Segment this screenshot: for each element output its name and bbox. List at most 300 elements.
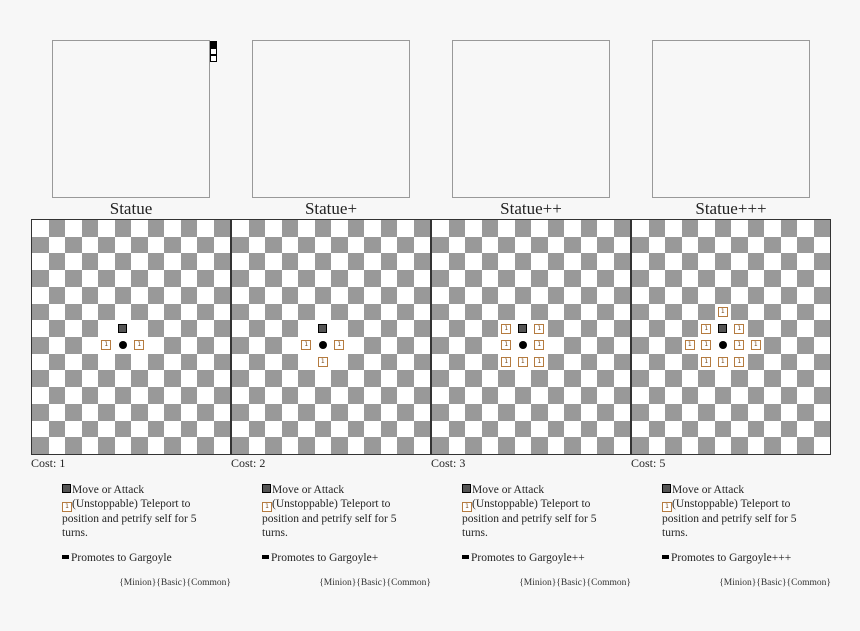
card-description	[662, 483, 812, 540]
board-cell	[614, 370, 631, 387]
board-cell	[632, 437, 649, 454]
card-cost: Cost: 1	[31, 456, 66, 470]
board-cell	[197, 320, 214, 337]
board-cell	[98, 304, 115, 321]
board-cell	[498, 404, 515, 421]
board-cell	[381, 437, 398, 454]
board-cell	[249, 354, 266, 371]
board-cell	[715, 370, 732, 387]
board-cell	[98, 421, 115, 438]
board-cell	[649, 287, 666, 304]
promote-icon	[662, 555, 669, 559]
board-cell	[482, 370, 499, 387]
board-cell	[698, 421, 715, 438]
board-cell	[482, 437, 499, 454]
board-cell	[381, 354, 398, 371]
board-cell	[449, 354, 466, 371]
board-cell	[665, 287, 682, 304]
board-cell	[298, 270, 315, 287]
board-cell	[315, 354, 332, 371]
board-cell	[614, 337, 631, 354]
board-cell	[82, 437, 99, 454]
board-cell	[32, 270, 49, 287]
board-cell	[748, 354, 765, 371]
board-cell	[249, 421, 266, 438]
board-cell	[649, 320, 666, 337]
board-cell	[614, 354, 631, 371]
move-attack-icon	[262, 484, 271, 493]
board-cell	[197, 370, 214, 387]
board-cell	[632, 237, 649, 254]
card[interactable]	[631, 0, 831, 631]
board-cell	[432, 237, 449, 254]
board-cell	[564, 237, 581, 254]
board-cell	[531, 304, 548, 321]
board-cell	[397, 287, 414, 304]
board-cell	[649, 253, 666, 270]
board-cell	[32, 354, 49, 371]
board-cell	[364, 337, 381, 354]
board-cell	[131, 337, 148, 354]
board-cell	[614, 220, 631, 237]
board-cell	[164, 370, 181, 387]
teleport-icon: 1	[662, 502, 672, 512]
board-cell	[548, 354, 565, 371]
board-cell	[197, 237, 214, 254]
board-cell	[181, 387, 198, 404]
board-cell	[298, 404, 315, 421]
board-cell	[197, 404, 214, 421]
board-cell	[197, 304, 214, 321]
board-cell	[465, 354, 482, 371]
board-cell	[482, 404, 499, 421]
board-cell	[414, 337, 431, 354]
board-cell	[65, 237, 82, 254]
board-cell	[282, 370, 299, 387]
teleport-marker: 1	[734, 340, 744, 350]
board-cell	[564, 320, 581, 337]
board-cell	[131, 437, 148, 454]
board-cell	[115, 220, 132, 237]
board-cell	[781, 237, 798, 254]
board-cell	[265, 220, 282, 237]
board-cell	[164, 404, 181, 421]
board-cell	[531, 320, 548, 337]
board-cell	[498, 270, 515, 287]
board-cell	[814, 337, 831, 354]
board-cell	[748, 404, 765, 421]
board-cell	[282, 253, 299, 270]
board-cell	[814, 320, 831, 337]
board-cell	[465, 337, 482, 354]
card-description	[62, 483, 212, 540]
board-cell	[282, 337, 299, 354]
teleport-marker: 1	[534, 357, 544, 367]
board-cell	[748, 387, 765, 404]
board-cell	[632, 354, 649, 371]
view-option-icon[interactable]	[210, 55, 217, 62]
board-cell	[682, 437, 699, 454]
board-cell	[682, 320, 699, 337]
board-cell	[698, 270, 715, 287]
board-cell	[797, 437, 814, 454]
board-cell	[581, 253, 598, 270]
board-cell	[82, 421, 99, 438]
board-cell	[131, 304, 148, 321]
board-cell	[548, 253, 565, 270]
board-cell	[298, 287, 315, 304]
board-cell	[797, 237, 814, 254]
board-cell	[214, 337, 231, 354]
board-cell	[614, 253, 631, 270]
board-cell	[282, 304, 299, 321]
promote-icon	[62, 555, 69, 559]
board-cell	[482, 421, 499, 438]
card-art	[652, 40, 810, 198]
board-cell	[731, 270, 748, 287]
board-cell	[632, 337, 649, 354]
view-option-icon[interactable]	[210, 41, 217, 48]
board-cell	[381, 421, 398, 438]
board-cell	[432, 220, 449, 237]
board-cell	[148, 320, 165, 337]
board-cell	[414, 287, 431, 304]
board-cell	[649, 237, 666, 254]
board-cell	[49, 253, 66, 270]
promotion-info	[462, 552, 585, 564]
board-cell	[315, 304, 332, 321]
board-cell	[49, 354, 66, 371]
board-cell	[49, 337, 66, 354]
teleport-icon: 1	[462, 502, 472, 512]
board-cell	[781, 337, 798, 354]
board-cell	[515, 270, 532, 287]
board-cell	[581, 354, 598, 371]
board-cell	[715, 220, 732, 237]
board-cell	[181, 354, 198, 371]
board-cell	[682, 220, 699, 237]
board-cell	[632, 287, 649, 304]
board-cell	[515, 354, 532, 371]
board-cell	[65, 354, 82, 371]
board-cell	[698, 370, 715, 387]
board-cell	[364, 220, 381, 237]
board-cell	[115, 421, 132, 438]
promotion-info	[62, 552, 172, 564]
board-cell	[414, 270, 431, 287]
board-cell	[282, 437, 299, 454]
board-cell	[82, 354, 99, 371]
board-cell	[748, 253, 765, 270]
board-cell	[764, 287, 781, 304]
board-cell	[498, 220, 515, 237]
board-cell	[715, 320, 732, 337]
board-cell	[581, 320, 598, 337]
board-cell	[564, 337, 581, 354]
board-cell	[214, 421, 231, 438]
board-cell	[764, 437, 781, 454]
board-cell	[381, 220, 398, 237]
teleport-marker: 1	[701, 324, 711, 334]
board-cell	[797, 421, 814, 438]
board-cell	[331, 270, 348, 287]
board-cell	[731, 220, 748, 237]
card-description	[262, 483, 412, 540]
board-cell	[614, 304, 631, 321]
board-cell	[597, 220, 614, 237]
board-cell	[614, 237, 631, 254]
card-tags: {Minion}{Basic}{Common}	[119, 578, 231, 588]
board-cell	[715, 270, 732, 287]
board-cell	[731, 320, 748, 337]
board-cell	[364, 404, 381, 421]
board-cell	[249, 320, 266, 337]
board-cell	[331, 421, 348, 438]
board-cell	[748, 270, 765, 287]
board-cell	[148, 354, 165, 371]
board-cell	[315, 237, 332, 254]
board-cell	[298, 354, 315, 371]
board-cell	[131, 220, 148, 237]
board-cell	[282, 220, 299, 237]
board-cell	[581, 370, 598, 387]
board-cell	[164, 421, 181, 438]
board-cell	[148, 437, 165, 454]
board-cell	[397, 404, 414, 421]
board-cell	[814, 354, 831, 371]
move-board	[631, 219, 831, 455]
board-cell	[581, 304, 598, 321]
teleport-marker: 1	[734, 324, 744, 334]
board-cell	[98, 287, 115, 304]
board-cell	[181, 404, 198, 421]
board-cell	[315, 320, 332, 337]
board-cell	[49, 270, 66, 287]
board-cell	[115, 387, 132, 404]
board-cell	[632, 421, 649, 438]
board-cell	[498, 337, 515, 354]
board-cell	[682, 270, 699, 287]
board-cell	[715, 253, 732, 270]
teleport-marker: 1	[501, 357, 511, 367]
board-cell	[232, 304, 249, 321]
board-cell	[148, 304, 165, 321]
board-cell	[381, 287, 398, 304]
board-cell	[482, 220, 499, 237]
board-cell	[715, 437, 732, 454]
board-cell	[432, 387, 449, 404]
board-cell	[32, 304, 49, 321]
board-cell	[614, 404, 631, 421]
board-cell	[98, 370, 115, 387]
board-cell	[65, 220, 82, 237]
board-cell	[548, 220, 565, 237]
move-board	[231, 219, 431, 455]
board-cell	[764, 320, 781, 337]
card-title: Statue+++	[695, 199, 767, 218]
board-cell	[331, 370, 348, 387]
view-toggle[interactable]	[210, 41, 216, 62]
board-cell	[764, 370, 781, 387]
board-cell	[364, 237, 381, 254]
board-cell	[581, 337, 598, 354]
board-cell	[632, 270, 649, 287]
board-cell	[164, 320, 181, 337]
teleport-marker: 1	[334, 340, 344, 350]
piece-marker	[519, 341, 527, 349]
board-cell	[632, 404, 649, 421]
board-cell	[49, 287, 66, 304]
board-cell	[82, 337, 99, 354]
board-cell	[249, 370, 266, 387]
board-cell	[414, 220, 431, 237]
board-cell	[331, 287, 348, 304]
board-cell	[331, 253, 348, 270]
board-cell	[232, 220, 249, 237]
board-cell	[249, 387, 266, 404]
board-cell	[49, 304, 66, 321]
board-cell	[748, 320, 765, 337]
board-cell	[232, 370, 249, 387]
board-cell	[98, 404, 115, 421]
board-cell	[282, 404, 299, 421]
board-cell	[515, 337, 532, 354]
board-cell	[748, 237, 765, 254]
board-cell	[65, 253, 82, 270]
board-cell	[98, 220, 115, 237]
board-cell	[649, 337, 666, 354]
teleport-marker: 1	[718, 357, 728, 367]
board-cell	[698, 404, 715, 421]
board-cell	[465, 421, 482, 438]
board-cell	[581, 421, 598, 438]
board-cell	[748, 437, 765, 454]
board-cell	[249, 220, 266, 237]
board-cell	[564, 387, 581, 404]
board-cell	[397, 387, 414, 404]
board-cell	[348, 437, 365, 454]
board-cell	[465, 304, 482, 321]
board-cell	[131, 387, 148, 404]
board-cell	[564, 437, 581, 454]
board-cell	[265, 421, 282, 438]
board-cell	[449, 237, 466, 254]
move-attack-icon	[662, 484, 671, 493]
board-cell	[397, 320, 414, 337]
board-cell	[797, 220, 814, 237]
board-cell	[797, 270, 814, 287]
board-cell	[115, 354, 132, 371]
board-cell	[65, 270, 82, 287]
board-cell	[414, 320, 431, 337]
board-cell	[597, 237, 614, 254]
teleport-label: (Unstoppable) Teleport to position and petrify self for 5 turns.	[662, 498, 797, 539]
board-cell	[715, 287, 732, 304]
board-cell	[164, 287, 181, 304]
move-board	[31, 219, 231, 455]
board-cell	[564, 270, 581, 287]
board-cell	[82, 270, 99, 287]
teleport-marker: 1	[534, 324, 544, 334]
board-cell	[364, 421, 381, 438]
board-cell	[98, 337, 115, 354]
board-cell	[115, 437, 132, 454]
board-cell	[82, 370, 99, 387]
view-option-icon[interactable]	[210, 48, 217, 55]
board-cell	[381, 337, 398, 354]
board-cell	[781, 270, 798, 287]
board-cell	[531, 370, 548, 387]
board-cell	[65, 320, 82, 337]
board-cell	[731, 387, 748, 404]
board-cell	[649, 220, 666, 237]
board-cell	[49, 370, 66, 387]
board-cell	[649, 421, 666, 438]
board-cell	[49, 237, 66, 254]
board-cell	[531, 354, 548, 371]
board-cell	[214, 320, 231, 337]
move-attack-icon	[62, 484, 71, 493]
board-cell	[115, 370, 132, 387]
board-cell	[515, 404, 532, 421]
board-cell	[397, 253, 414, 270]
board-cell	[781, 387, 798, 404]
board-cell	[98, 253, 115, 270]
board-cell	[348, 287, 365, 304]
board-cell	[731, 237, 748, 254]
board-cell	[597, 354, 614, 371]
board-cell	[564, 220, 581, 237]
card-art	[452, 40, 610, 198]
card-description	[462, 483, 612, 540]
card[interactable]	[431, 0, 631, 631]
board-cell	[249, 337, 266, 354]
board-cell	[348, 304, 365, 321]
board-cell	[331, 404, 348, 421]
board-cell	[115, 253, 132, 270]
board-cell	[148, 404, 165, 421]
board-cell	[214, 237, 231, 254]
card[interactable]	[31, 0, 231, 631]
board-cell	[214, 270, 231, 287]
board-cell	[449, 220, 466, 237]
board-cell	[197, 387, 214, 404]
board-cell	[432, 270, 449, 287]
board-cell	[781, 437, 798, 454]
board-cell	[632, 220, 649, 237]
board-cell	[597, 253, 614, 270]
board-cell	[432, 287, 449, 304]
board-cell	[814, 253, 831, 270]
board-cell	[98, 270, 115, 287]
move-label: Move or Attack	[672, 484, 745, 496]
board-cell	[381, 237, 398, 254]
card[interactable]	[231, 0, 431, 631]
card-tags: {Minion}{Basic}{Common}	[719, 578, 831, 588]
board-cell	[232, 287, 249, 304]
board-cell	[597, 370, 614, 387]
card-title: Statue	[109, 199, 153, 218]
board-cell	[649, 437, 666, 454]
teleport-icon: 1	[262, 502, 272, 512]
board-cell	[348, 404, 365, 421]
board-cell	[581, 220, 598, 237]
board-cell	[781, 253, 798, 270]
board-cell	[814, 220, 831, 237]
board-cell	[181, 270, 198, 287]
board-cell	[498, 437, 515, 454]
board-cell	[82, 237, 99, 254]
